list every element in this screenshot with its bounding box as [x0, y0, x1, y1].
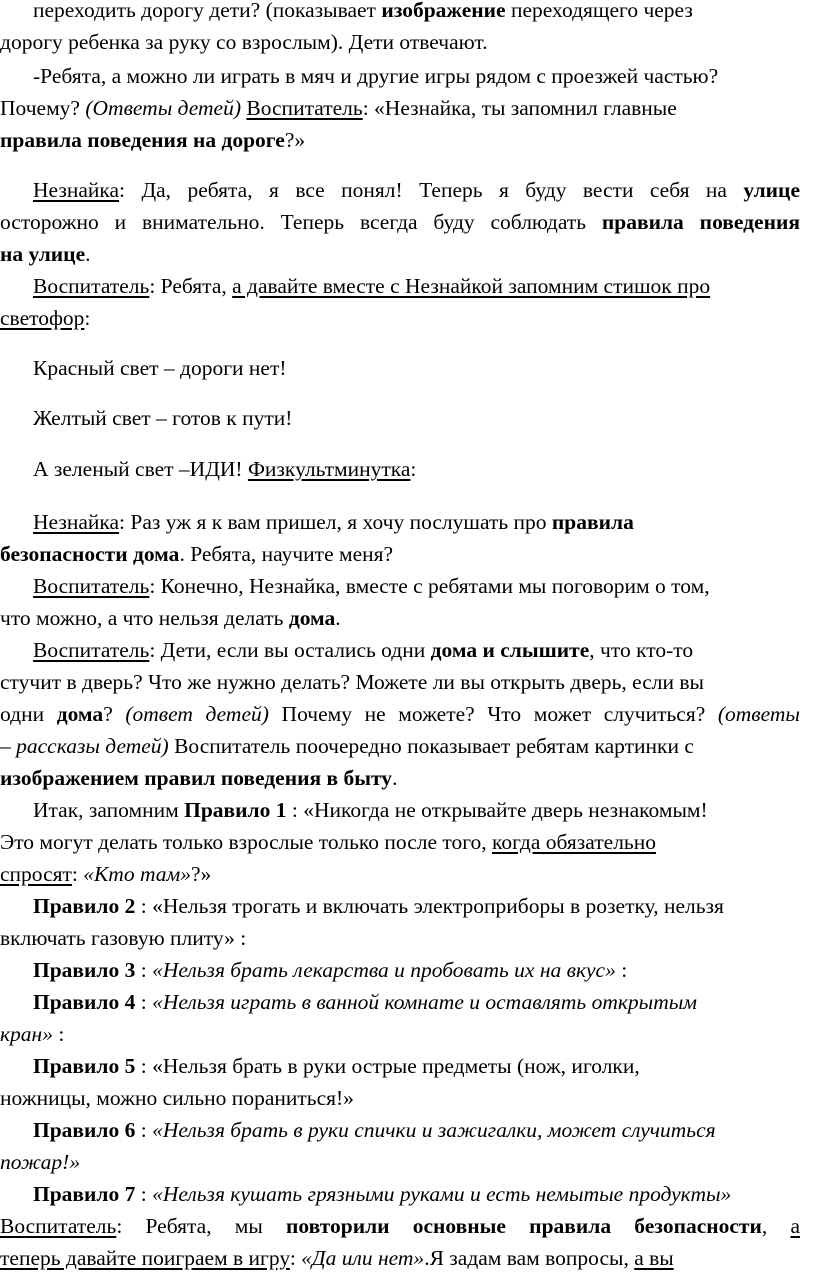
text-line: безопасности дома. Ребята, научите меня?: [0, 542, 394, 566]
rule-line: Правило 5 : «Нельзя брать в руки острые предметы (нож, иголки,: [33, 1054, 640, 1078]
rule-line: Правило 7 : «Нельзя кушать грязными руками и есть немытые продукты»: [33, 1182, 732, 1206]
text-line: ножницы, можно сильно пораниться!»: [0, 1086, 354, 1110]
text-line: Почему? (Ответы детей) Воспитатель: «Незнайка, ты запомнил главные: [0, 96, 677, 120]
text-line: что можно, а что нельзя делать дома.: [0, 606, 341, 630]
text-line: спросят: «Кто там»?»: [0, 862, 212, 886]
poem-line: Красный свет – дороги нет!: [33, 356, 287, 380]
text-line: Это могут делать только взрослые только после того, когда обязательно: [0, 830, 656, 854]
text-line: Незнайка: Раз уж я к вам пришел, я хочу послушать про правила: [33, 510, 634, 534]
text-line: стучит в дверь? Что же нужно делать? Можете ли вы открыть дверь, если вы: [0, 670, 704, 694]
text-line: дорогу ребенка за руку со взрослым). Дети отвечают.: [0, 30, 488, 54]
text-line: светофор:: [0, 306, 91, 330]
text-line: кран» :: [0, 1022, 65, 1046]
text-line: изображением правил поведения в быту.: [0, 766, 398, 790]
text-line: теперь давайте поиграем в игру: «Да или нет».Я задам вам вопросы, а вы: [0, 1246, 674, 1270]
poem-line: А зеленый свет –ИДИ! Физкультминутка:: [33, 457, 417, 481]
text-line: Воспитатель: Конечно, Незнайка, вместе с ребятами мы поговорим о том,: [33, 574, 710, 598]
text-line: Незнайка: Да, ребята, я все понял! Теперь я буду вести себя на улице: [33, 178, 800, 202]
text-line: пожар!»: [0, 1150, 81, 1174]
text-line: переходить дорогу дети? (показывает изображение переходящего через: [33, 0, 693, 22]
text-line: Воспитатель: Дети, если вы остались одни дома и слышите, что кто-то: [33, 638, 694, 662]
text-line: – рассказы детей) Воспитатель поочередно показывает ребятам картинки с: [0, 734, 694, 758]
text-line: на улице.: [0, 242, 91, 266]
text-line: Воспитатель: Ребята, мы повторили основные правила безопасности, а: [0, 1214, 801, 1238]
rule-line: Правило 3 : «Нельзя брать лекарства и пробовать их на вкус» :: [33, 958, 628, 982]
text-line: включать газовую плиту» :: [0, 926, 247, 950]
poem-line: Желтый свет – готов к пути!: [33, 406, 293, 430]
rule-line: Правило 4 : «Нельзя играть в ванной комнате и оставлять открытым: [33, 990, 698, 1014]
text-line: -Ребята, а можно ли играть в мяч и другие игры рядом с проезжей частью?: [33, 64, 719, 88]
text-line: одни дома? (ответ детей) Почему не можете? Что может случиться? (ответы: [0, 702, 800, 726]
rule-line: Правило 6 : «Нельзя брать в руки спички и зажигалки, может случиться: [33, 1118, 716, 1142]
rule-line: Правило 2 : «Нельзя трогать и включать электроприборы в розетку, нельзя: [33, 894, 724, 918]
text-line: Воспитатель: Ребята, а давайте вместе с Незнайкой запомним стишок про: [33, 274, 711, 298]
text-line: Итак, запомним Правило 1 : «Никогда не открывайте дверь незнакомым!: [33, 798, 708, 822]
text-line: осторожно и внимательно. Теперь всегда буду соблюдать правила поведения: [0, 210, 800, 234]
text-line: правила поведения на дороге?»: [0, 128, 306, 152]
